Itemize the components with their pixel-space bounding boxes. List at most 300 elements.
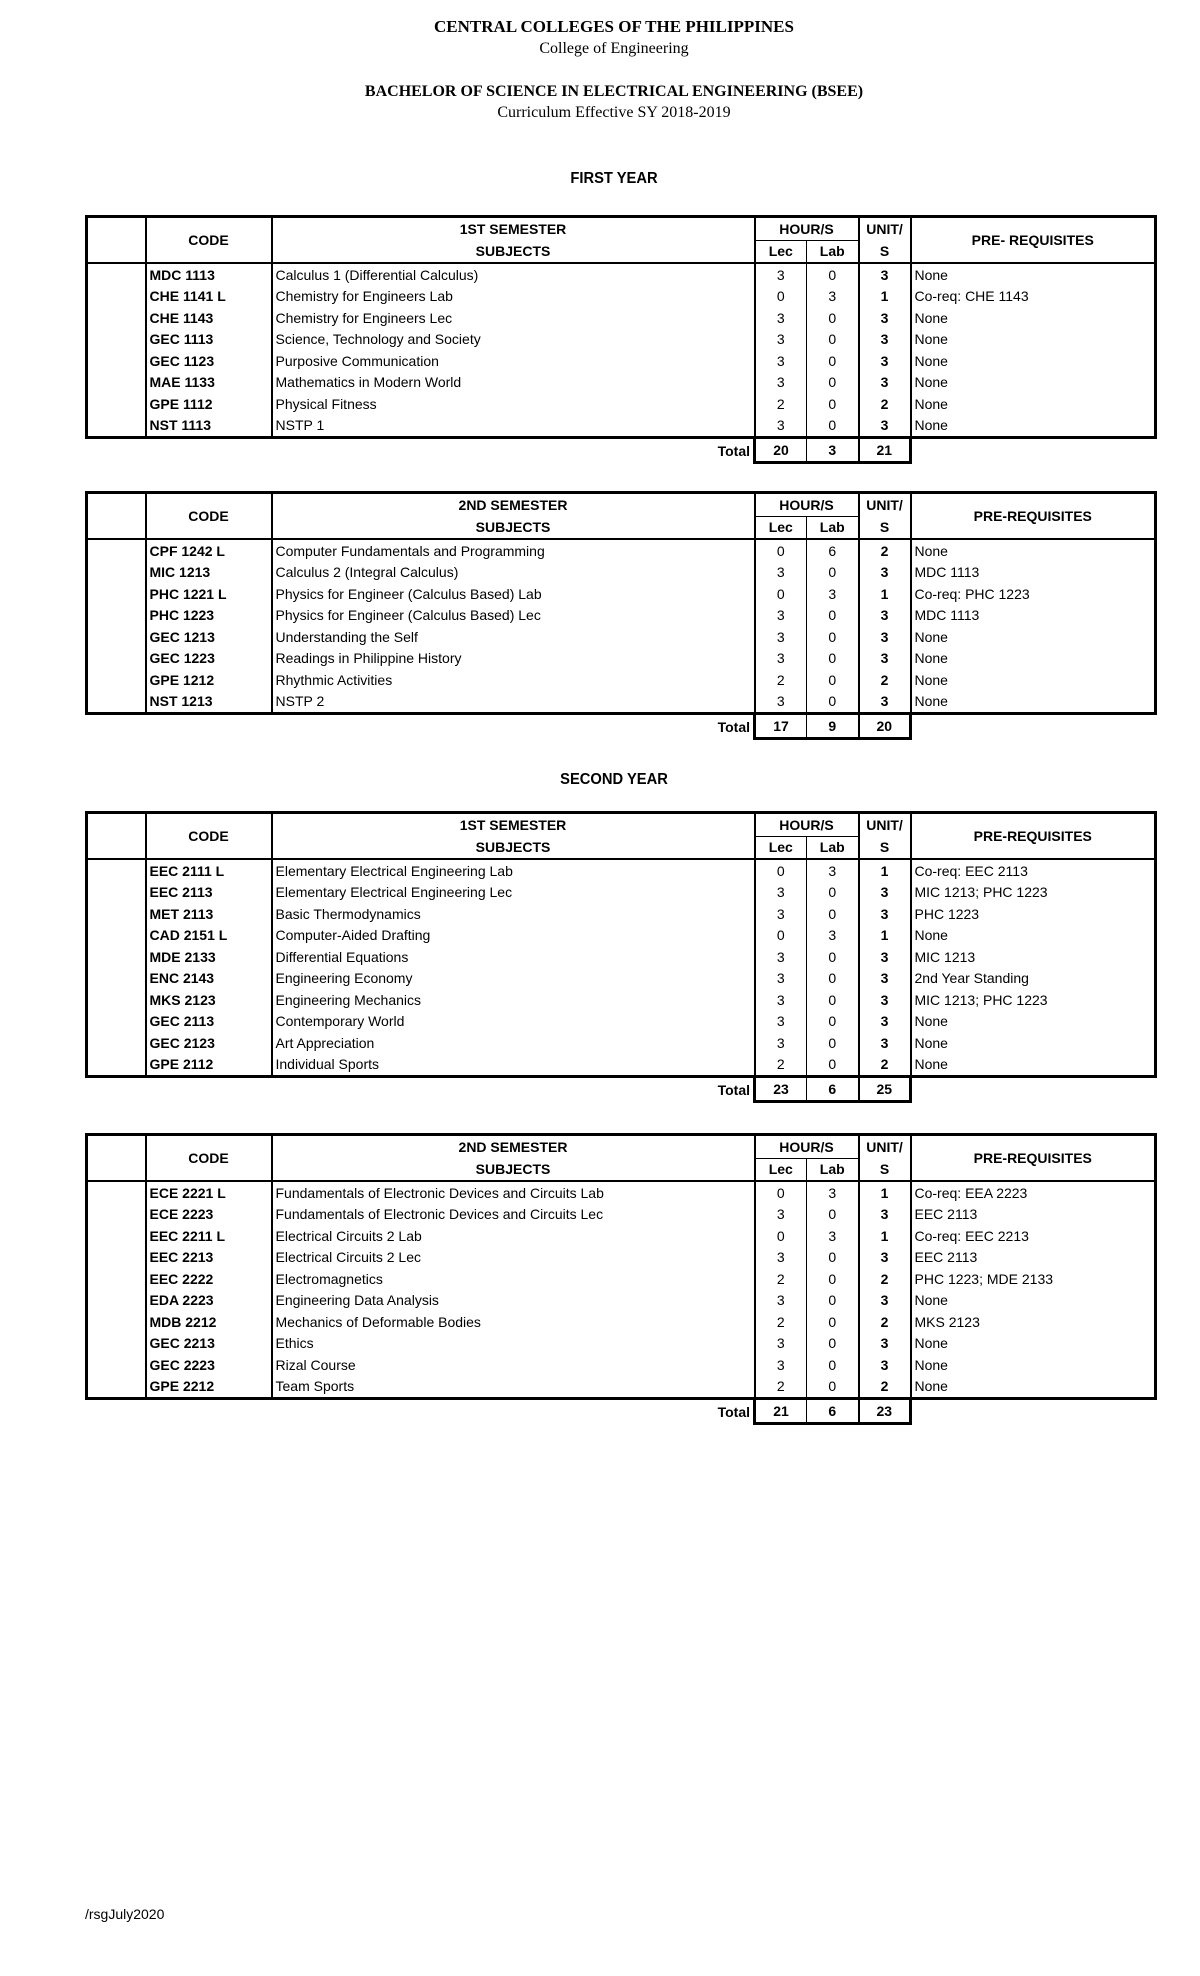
course-prerequisite: None bbox=[911, 415, 1156, 438]
blank-cell bbox=[87, 1054, 146, 1077]
table-row bbox=[87, 1354, 1156, 1376]
course-code: GEC 1113 bbox=[146, 329, 272, 351]
lab-hours: 0 bbox=[807, 946, 859, 968]
lecture-hours: 2 bbox=[755, 1054, 807, 1077]
table-row bbox=[87, 1011, 1156, 1033]
table-row bbox=[87, 1290, 1156, 1312]
units-header-top: UNIT/ bbox=[859, 1135, 911, 1159]
lecture-hours: 3 bbox=[755, 372, 807, 394]
prerequisites-header: PRE-REQUISITES bbox=[911, 493, 1156, 540]
blank-cell bbox=[87, 1204, 146, 1226]
table-row bbox=[87, 925, 1156, 947]
course-subject: NSTP 2 bbox=[272, 691, 755, 714]
blank-cell bbox=[87, 263, 146, 286]
course-units: 3 bbox=[859, 1032, 911, 1054]
blank-cell bbox=[87, 329, 146, 351]
table-row bbox=[87, 583, 1156, 605]
course-units: 3 bbox=[859, 263, 911, 286]
course-units: 2 bbox=[859, 1311, 911, 1333]
course-subject: Understanding the Self bbox=[272, 626, 755, 648]
document-header bbox=[0, 16, 1200, 123]
course-units: 1 bbox=[859, 286, 911, 308]
table-row bbox=[87, 968, 1156, 990]
lecture-hours: 0 bbox=[755, 1225, 807, 1247]
lecture-hours: 2 bbox=[755, 1311, 807, 1333]
course-subject: Purposive Communication bbox=[272, 350, 755, 372]
course-code: GEC 1213 bbox=[146, 626, 272, 648]
lecture-hours: 3 bbox=[755, 1333, 807, 1355]
lab-hours: 0 bbox=[807, 1011, 859, 1033]
course-code: EEC 2111 L bbox=[146, 859, 272, 882]
lab-hours: 3 bbox=[807, 583, 859, 605]
lab-hours: 3 bbox=[807, 1225, 859, 1247]
table-row bbox=[87, 903, 1156, 925]
subjects-header: SUBJECTS bbox=[272, 836, 755, 859]
lab-hours: 6 bbox=[807, 539, 859, 562]
course-subject: Physics for Engineer (Calculus Based) Lec bbox=[272, 605, 755, 627]
table-row bbox=[87, 946, 1156, 968]
course-units: 3 bbox=[859, 989, 911, 1011]
course-units: 3 bbox=[859, 372, 911, 394]
units-header-bottom: S bbox=[859, 516, 911, 539]
lecture-hours: 2 bbox=[755, 393, 807, 415]
units-header-top: UNIT/ bbox=[859, 813, 911, 837]
course-prerequisite: PHC 1223; MDE 2133 bbox=[911, 1268, 1156, 1290]
code-header: CODE bbox=[146, 493, 272, 540]
table-row bbox=[87, 372, 1156, 394]
table-row bbox=[87, 605, 1156, 627]
course-code: EEC 2211 L bbox=[146, 1225, 272, 1247]
course-subject: Physical Fitness bbox=[272, 393, 755, 415]
semester-title: 2ND SEMESTER bbox=[272, 1135, 755, 1159]
lecture-hours: 3 bbox=[755, 989, 807, 1011]
subjects-header: SUBJECTS bbox=[272, 240, 755, 263]
code-header: CODE bbox=[146, 813, 272, 860]
course-subject: Mathematics in Modern World bbox=[272, 372, 755, 394]
lecture-hours: 3 bbox=[755, 626, 807, 648]
course-units: 3 bbox=[859, 946, 911, 968]
table-row bbox=[87, 307, 1156, 329]
lab-hours: 0 bbox=[807, 307, 859, 329]
course-prerequisite: None bbox=[911, 329, 1156, 351]
blank-cell bbox=[87, 562, 146, 584]
total-lab-hours: 9 bbox=[807, 714, 859, 739]
total-label: Total bbox=[717, 1403, 750, 1420]
units-header-bottom: S bbox=[859, 240, 911, 263]
course-code: GPE 2212 bbox=[146, 1376, 272, 1399]
course-units: 1 bbox=[859, 1225, 911, 1247]
lecture-hours: 3 bbox=[755, 415, 807, 438]
hours-header: HOUR/S bbox=[755, 217, 859, 241]
lab-hours: 0 bbox=[807, 415, 859, 438]
lab-hours: 0 bbox=[807, 968, 859, 990]
lecture-hours: 3 bbox=[755, 307, 807, 329]
year-heading-first: FIRST YEAR bbox=[570, 170, 658, 187]
course-units: 3 bbox=[859, 648, 911, 670]
course-prerequisite: None bbox=[911, 372, 1156, 394]
course-code: CHE 1143 bbox=[146, 307, 272, 329]
lecture-hours: 3 bbox=[755, 1204, 807, 1226]
blank-cell bbox=[87, 882, 146, 904]
course-units: 3 bbox=[859, 903, 911, 925]
course-code: GEC 2123 bbox=[146, 1032, 272, 1054]
course-subject: Contemporary World bbox=[272, 1011, 755, 1033]
course-code: EDA 2223 bbox=[146, 1290, 272, 1312]
blank-cell bbox=[87, 393, 146, 415]
course-units: 3 bbox=[859, 350, 911, 372]
course-code: PHC 1223 bbox=[146, 605, 272, 627]
course-prerequisite: Co-req: CHE 1143 bbox=[911, 286, 1156, 308]
lab-hours: 0 bbox=[807, 1354, 859, 1376]
course-prerequisite: None bbox=[911, 307, 1156, 329]
table-row bbox=[87, 1181, 1156, 1204]
lab-hours: 0 bbox=[807, 350, 859, 372]
semester-table bbox=[85, 215, 1157, 464]
blank-cell bbox=[87, 859, 146, 882]
table-row bbox=[87, 1333, 1156, 1355]
year-heading-second: SECOND YEAR bbox=[560, 771, 668, 788]
table-row bbox=[87, 350, 1156, 372]
course-prerequisite: None bbox=[911, 648, 1156, 670]
course-code: MIC 1213 bbox=[146, 562, 272, 584]
course-units: 1 bbox=[859, 583, 911, 605]
course-subject: Elementary Electrical Engineering Lab bbox=[272, 859, 755, 882]
course-units: 3 bbox=[859, 1247, 911, 1269]
blank-cell bbox=[87, 1011, 146, 1033]
table-row bbox=[87, 1247, 1156, 1269]
course-subject: Science, Technology and Society bbox=[272, 329, 755, 351]
course-subject: Fundamentals of Electronic Devices and Circuits Lec bbox=[272, 1204, 755, 1226]
course-subject: Rhythmic Activities bbox=[272, 669, 755, 691]
lecture-hours: 3 bbox=[755, 1032, 807, 1054]
course-units: 3 bbox=[859, 691, 911, 714]
course-code: ENC 2143 bbox=[146, 968, 272, 990]
institution-name: CENTRAL COLLEGES OF THE PHILIPPINES bbox=[434, 17, 794, 36]
blank-cell bbox=[87, 989, 146, 1011]
course-units: 3 bbox=[859, 1290, 911, 1312]
total-row bbox=[87, 714, 1156, 739]
lecture-hours: 2 bbox=[755, 1376, 807, 1399]
table-row bbox=[87, 691, 1156, 714]
lecture-hours: 3 bbox=[755, 350, 807, 372]
total-units: 21 bbox=[859, 438, 911, 463]
table-row bbox=[87, 1204, 1156, 1226]
course-prerequisite: None bbox=[911, 263, 1156, 286]
course-code: EEC 2222 bbox=[146, 1268, 272, 1290]
course-prerequisite: Co-req: EEC 2213 bbox=[911, 1225, 1156, 1247]
lab-hours: 3 bbox=[807, 925, 859, 947]
course-code: MKS 2123 bbox=[146, 989, 272, 1011]
blank-cell bbox=[87, 1032, 146, 1054]
course-units: 3 bbox=[859, 968, 911, 990]
blank-header-cell bbox=[87, 1135, 146, 1182]
course-code: CHE 1141 L bbox=[146, 286, 272, 308]
course-code: GPE 2112 bbox=[146, 1054, 272, 1077]
course-subject: Readings in Philippine History bbox=[272, 648, 755, 670]
hours-header: HOUR/S bbox=[755, 813, 859, 837]
blank-cell bbox=[87, 1247, 146, 1269]
blank-cell bbox=[87, 626, 146, 648]
total-row bbox=[87, 1077, 1156, 1102]
lecture-hours: 3 bbox=[755, 1247, 807, 1269]
course-units: 3 bbox=[859, 1204, 911, 1226]
course-subject: Fundamentals of Electronic Devices and Circuits Lab bbox=[272, 1181, 755, 1204]
table-row bbox=[87, 1032, 1156, 1054]
lecture-hours: 0 bbox=[755, 859, 807, 882]
lab-hours: 0 bbox=[807, 1032, 859, 1054]
course-units: 2 bbox=[859, 393, 911, 415]
course-code: EEC 2113 bbox=[146, 882, 272, 904]
course-code: GEC 2213 bbox=[146, 1333, 272, 1355]
lecture-hours: 3 bbox=[755, 648, 807, 670]
course-subject: Chemistry for Engineers Lec bbox=[272, 307, 755, 329]
course-units: 3 bbox=[859, 882, 911, 904]
program-title: BACHELOR OF SCIENCE IN ELECTRICAL ENGINEERING (BSEE) bbox=[364, 83, 864, 100]
course-code: GEC 2113 bbox=[146, 1011, 272, 1033]
lecture-hours: 3 bbox=[755, 691, 807, 714]
course-units: 1 bbox=[859, 859, 911, 882]
code-header: CODE bbox=[146, 1135, 272, 1182]
total-lab-hours: 6 bbox=[807, 1399, 859, 1424]
course-subject: Engineering Data Analysis bbox=[272, 1290, 755, 1312]
course-code: NST 1113 bbox=[146, 415, 272, 438]
lab-hours: 0 bbox=[807, 691, 859, 714]
code-header: CODE bbox=[146, 217, 272, 264]
lecture-hours: 3 bbox=[755, 882, 807, 904]
subjects-header: SUBJECTS bbox=[272, 1158, 755, 1181]
lab-hours: 0 bbox=[807, 562, 859, 584]
table-row bbox=[87, 648, 1156, 670]
units-header-bottom: S bbox=[859, 1158, 911, 1181]
lecture-hours: 3 bbox=[755, 1011, 807, 1033]
course-prerequisite: 2nd Year Standing bbox=[911, 968, 1156, 990]
course-prerequisite: None bbox=[911, 1032, 1156, 1054]
course-units: 3 bbox=[859, 1333, 911, 1355]
course-prerequisite: None bbox=[911, 1376, 1156, 1399]
lab-hours: 0 bbox=[807, 263, 859, 286]
lecture-hours: 0 bbox=[755, 286, 807, 308]
total-lecture-hours: 20 bbox=[755, 438, 807, 463]
course-units: 2 bbox=[859, 669, 911, 691]
course-code: GPE 1112 bbox=[146, 393, 272, 415]
lecture-hours: 3 bbox=[755, 946, 807, 968]
course-prerequisite: None bbox=[911, 925, 1156, 947]
lecture-hours: 0 bbox=[755, 925, 807, 947]
course-units: 3 bbox=[859, 562, 911, 584]
course-code: MAE 1133 bbox=[146, 372, 272, 394]
course-code: MDB 2212 bbox=[146, 1311, 272, 1333]
curriculum-effective: Curriculum Effective SY 2018-2019 bbox=[497, 104, 731, 121]
prerequisites-header: PRE-REQUISITES bbox=[911, 1135, 1156, 1182]
hours-header: HOUR/S bbox=[755, 493, 859, 517]
blank-cell bbox=[87, 539, 146, 562]
lecture-hours: 0 bbox=[755, 583, 807, 605]
course-code: GEC 1223 bbox=[146, 648, 272, 670]
course-subject: Computer Fundamentals and Programming bbox=[272, 539, 755, 562]
lab-hours: 3 bbox=[807, 859, 859, 882]
course-code: GEC 1123 bbox=[146, 350, 272, 372]
course-units: 3 bbox=[859, 605, 911, 627]
blank-cell bbox=[87, 1225, 146, 1247]
course-code: PHC 1221 L bbox=[146, 583, 272, 605]
table-row bbox=[87, 562, 1156, 584]
course-units: 1 bbox=[859, 925, 911, 947]
lecture-hours: 2 bbox=[755, 1268, 807, 1290]
prerequisites-header: PRE- REQUISITES bbox=[911, 217, 1156, 264]
table-row bbox=[87, 1311, 1156, 1333]
table-row bbox=[87, 669, 1156, 691]
units-header-top: UNIT/ bbox=[859, 217, 911, 241]
course-units: 2 bbox=[859, 539, 911, 562]
course-prerequisite: None bbox=[911, 393, 1156, 415]
blank-cell bbox=[87, 415, 146, 438]
hours-header: HOUR/S bbox=[755, 1135, 859, 1159]
table-row bbox=[87, 1268, 1156, 1290]
course-subject: Mechanics of Deformable Bodies bbox=[272, 1311, 755, 1333]
course-subject: Engineering Mechanics bbox=[272, 989, 755, 1011]
blank-cell bbox=[87, 605, 146, 627]
lab-hours: 0 bbox=[807, 1054, 859, 1077]
blank-cell bbox=[87, 691, 146, 714]
lab-hours: 0 bbox=[807, 882, 859, 904]
blank-cell bbox=[87, 1311, 146, 1333]
course-prerequisite: None bbox=[911, 1333, 1156, 1355]
course-subject: Chemistry for Engineers Lab bbox=[272, 286, 755, 308]
course-prerequisite: None bbox=[911, 1054, 1156, 1077]
lec-header: Lec bbox=[755, 516, 807, 539]
lab-hours: 0 bbox=[807, 626, 859, 648]
lecture-hours: 3 bbox=[755, 968, 807, 990]
course-prerequisite: Co-req: EEA 2223 bbox=[911, 1181, 1156, 1204]
blank-cell bbox=[87, 1354, 146, 1376]
course-subject: Computer-Aided Drafting bbox=[272, 925, 755, 947]
course-prerequisite: None bbox=[911, 669, 1156, 691]
course-units: 3 bbox=[859, 626, 911, 648]
course-prerequisite: Co-req: PHC 1223 bbox=[911, 583, 1156, 605]
course-subject: Ethics bbox=[272, 1333, 755, 1355]
lec-header: Lec bbox=[755, 1158, 807, 1181]
lecture-hours: 3 bbox=[755, 263, 807, 286]
lab-header: Lab bbox=[807, 1158, 859, 1181]
lab-hours: 3 bbox=[807, 286, 859, 308]
table-row bbox=[87, 626, 1156, 648]
course-units: 2 bbox=[859, 1054, 911, 1077]
course-subject: Calculus 2 (Integral Calculus) bbox=[272, 562, 755, 584]
table-row bbox=[87, 1225, 1156, 1247]
total-row bbox=[87, 1399, 1156, 1424]
lab-hours: 0 bbox=[807, 393, 859, 415]
course-units: 3 bbox=[859, 329, 911, 351]
lab-header: Lab bbox=[807, 836, 859, 859]
lecture-hours: 3 bbox=[755, 562, 807, 584]
total-lab-hours: 3 bbox=[807, 438, 859, 463]
course-subject: Art Appreciation bbox=[272, 1032, 755, 1054]
course-units: 1 bbox=[859, 1181, 911, 1204]
blank-cell bbox=[87, 903, 146, 925]
table-row bbox=[87, 393, 1156, 415]
lab-hours: 0 bbox=[807, 329, 859, 351]
blank-cell bbox=[87, 669, 146, 691]
blank-header-cell bbox=[87, 493, 146, 540]
course-prerequisite: Co-req: EEC 2113 bbox=[911, 859, 1156, 882]
course-subject: Electrical Circuits 2 Lab bbox=[272, 1225, 755, 1247]
course-code: ECE 2221 L bbox=[146, 1181, 272, 1204]
lecture-hours: 3 bbox=[755, 903, 807, 925]
course-prerequisite: None bbox=[911, 1290, 1156, 1312]
course-prerequisite: MDC 1113 bbox=[911, 562, 1156, 584]
course-prerequisite: MIC 1213; PHC 1223 bbox=[911, 882, 1156, 904]
course-prerequisite: None bbox=[911, 539, 1156, 562]
course-prerequisite: None bbox=[911, 1354, 1156, 1376]
lab-header: Lab bbox=[807, 240, 859, 263]
lab-hours: 0 bbox=[807, 605, 859, 627]
blank-cell bbox=[87, 1333, 146, 1355]
course-subject: Physics for Engineer (Calculus Based) Lab bbox=[272, 583, 755, 605]
lab-hours: 0 bbox=[807, 1376, 859, 1399]
course-prerequisite: MIC 1213; PHC 1223 bbox=[911, 989, 1156, 1011]
total-label: Total bbox=[717, 442, 750, 459]
total-units: 23 bbox=[859, 1399, 911, 1424]
course-subject: Calculus 1 (Differential Calculus) bbox=[272, 263, 755, 286]
course-subject: NSTP 1 bbox=[272, 415, 755, 438]
blank-cell bbox=[87, 350, 146, 372]
lab-hours: 0 bbox=[807, 903, 859, 925]
semester-title: 1ST SEMESTER bbox=[272, 217, 755, 241]
footer-note: /rsgJuly2020 bbox=[85, 1906, 165, 1922]
units-header-top: UNIT/ bbox=[859, 493, 911, 517]
total-lecture-hours: 23 bbox=[755, 1077, 807, 1102]
blank-cell bbox=[87, 583, 146, 605]
table-row bbox=[87, 415, 1156, 438]
lecture-hours: 0 bbox=[755, 1181, 807, 1204]
blank-cell bbox=[87, 1290, 146, 1312]
total-lecture-hours: 21 bbox=[755, 1399, 807, 1424]
table-row bbox=[87, 1376, 1156, 1399]
semester-title: 1ST SEMESTER bbox=[272, 813, 755, 837]
blank-header-cell bbox=[87, 217, 146, 264]
course-prerequisite: None bbox=[911, 350, 1156, 372]
total-units: 25 bbox=[859, 1077, 911, 1102]
course-code: CAD 2151 L bbox=[146, 925, 272, 947]
units-header-bottom: S bbox=[859, 836, 911, 859]
table-row bbox=[87, 882, 1156, 904]
blank-cell bbox=[87, 286, 146, 308]
course-code: CPF 1242 L bbox=[146, 539, 272, 562]
course-prerequisite: EEC 2113 bbox=[911, 1247, 1156, 1269]
course-units: 3 bbox=[859, 415, 911, 438]
semester-table bbox=[85, 811, 1157, 1103]
blank-cell bbox=[87, 1268, 146, 1290]
course-code: GEC 2223 bbox=[146, 1354, 272, 1376]
lecture-hours: 3 bbox=[755, 329, 807, 351]
lab-hours: 0 bbox=[807, 1311, 859, 1333]
course-subject: Electrical Circuits 2 Lec bbox=[272, 1247, 755, 1269]
course-units: 3 bbox=[859, 307, 911, 329]
lab-hours: 0 bbox=[807, 1333, 859, 1355]
table-row bbox=[87, 329, 1156, 351]
course-code: MDE 2133 bbox=[146, 946, 272, 968]
course-subject: Team Sports bbox=[272, 1376, 755, 1399]
table-row bbox=[87, 859, 1156, 882]
table-row bbox=[87, 989, 1156, 1011]
course-subject: Elementary Electrical Engineering Lec bbox=[272, 882, 755, 904]
course-units: 3 bbox=[859, 1354, 911, 1376]
total-row bbox=[87, 438, 1156, 463]
course-prerequisite: MDC 1113 bbox=[911, 605, 1156, 627]
course-subject: Engineering Economy bbox=[272, 968, 755, 990]
course-units: 3 bbox=[859, 1011, 911, 1033]
course-prerequisite: PHC 1223 bbox=[911, 903, 1156, 925]
